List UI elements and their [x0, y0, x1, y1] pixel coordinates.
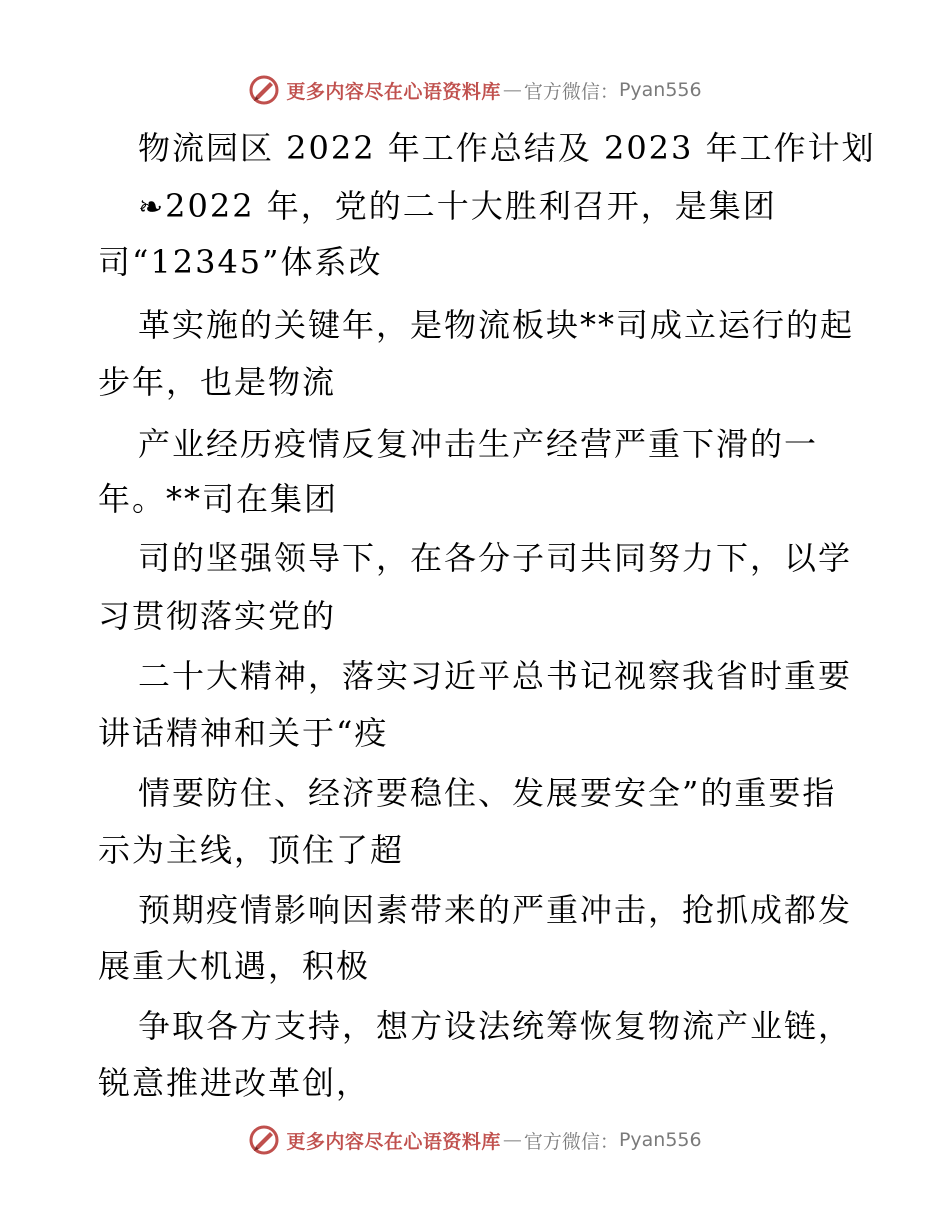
paragraph-line: ❧2022 年，党的二十大胜利召开，是集团	[138, 186, 777, 228]
banner-contact-id: Pyan556	[618, 1129, 702, 1151]
paragraph-line: 革实施的关键年，是物流板块**司成立运行的起	[138, 306, 855, 344]
paragraph-line: 步年，也是物流	[98, 363, 337, 401]
paragraph-line: 争取各方支持，想方设法统筹恢复物流产业链，	[138, 1007, 853, 1045]
paragraph-line: 年。**司在集团	[98, 480, 339, 518]
logo-icon	[248, 74, 280, 106]
document-title: 物流园区 2022 年工作总结及 2023 年工作计划	[138, 129, 876, 167]
paragraph-line: 展重大机遇，积极	[98, 947, 371, 985]
banner-separator: —	[502, 79, 522, 101]
paragraph-line: 习贯彻落实党的	[98, 597, 337, 635]
paragraph-line: 二十大精神，落实习近平总书记视察我省时重要	[138, 657, 853, 695]
banner-contact-id: Pyan556	[618, 79, 702, 101]
paragraph-line: 产业经历疫情反复冲击生产经营严重下滑的一	[138, 425, 819, 463]
banner-contact-label: 官方微信：	[523, 1130, 619, 1153]
paragraph-line: 锐意推进改革创，	[98, 1064, 371, 1102]
paragraph-line: 示为主线，顶住了超	[98, 831, 405, 869]
header-banner	[0, 70, 950, 110]
paragraph-line: 讲话精神和关于“疫	[98, 714, 389, 752]
banner-separator: —	[502, 1129, 522, 1151]
banner-text: 更多内容尽在心语资料库	[286, 1130, 501, 1153]
logo-icon	[248, 1124, 280, 1156]
paragraph-line: 情要防住、经济要稳住、发展要安全”的重要指	[138, 774, 837, 812]
paragraph-line: 司的坚强领导下，在各分子司共同努力下，以学	[138, 539, 853, 577]
banner-text: 更多内容尽在心语资料库	[286, 80, 501, 103]
paragraph-line: 司“12345”体系改	[98, 243, 383, 281]
decorative-glyph-icon: ❧	[138, 190, 166, 225]
banner-contact-label: 官方微信：	[523, 80, 619, 103]
paragraph-line: 预期疫情影响因素带来的严重冲击，抢抓成都发	[138, 891, 853, 929]
footer-banner	[0, 1120, 950, 1160]
